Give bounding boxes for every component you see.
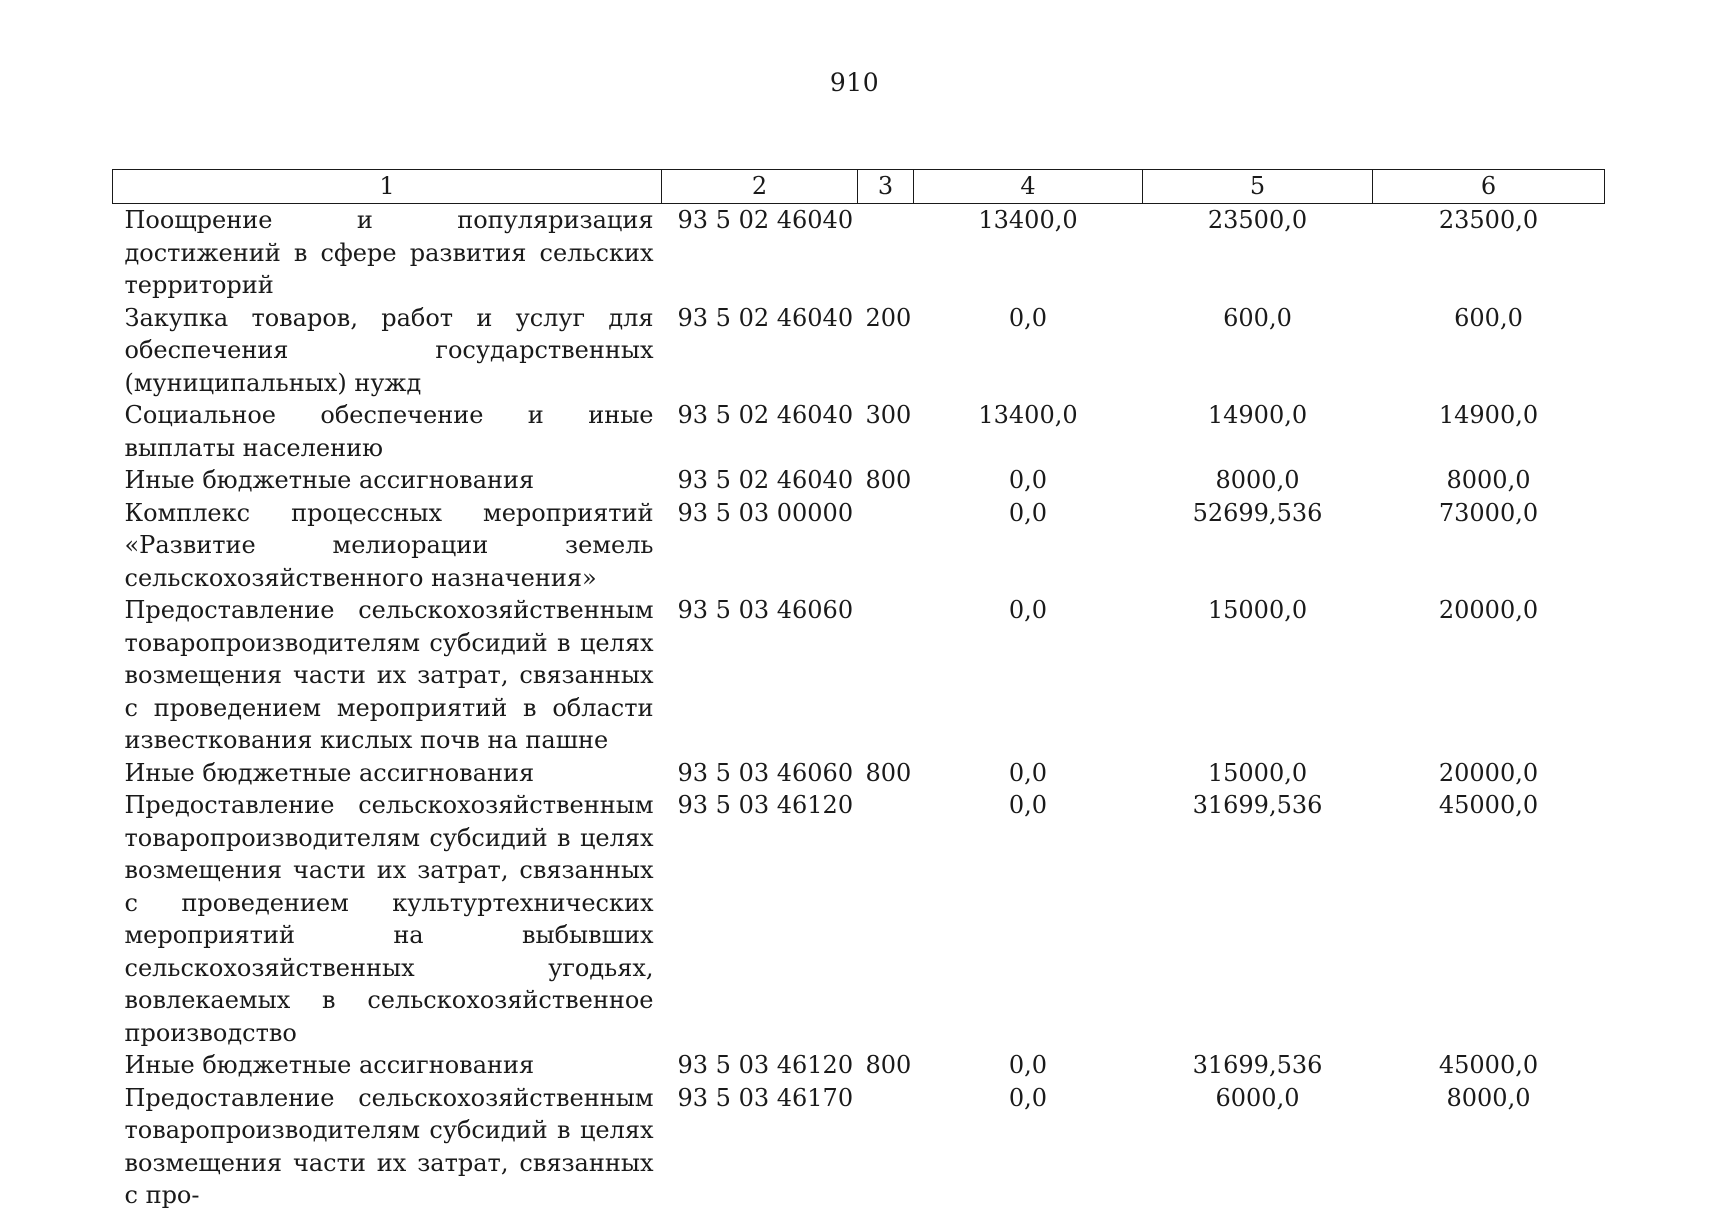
row-expense-type [858,594,914,757]
row-value-4: 0,0 [1008,466,1048,494]
row-value-5: 600,0 [1223,303,1292,332]
row-name: Предоставление сельскохозяйственным товаропроизводителям субсидий в целях возмещения части их затрат, связанных с проведением культуртехнических мероприятий на выбывших сельскохозяйственных угодьях, вовлекаемых в сельскохозяйственное производство [124,791,654,1047]
row-value-4: 13400,0 [978,401,1078,429]
row-expense-type: 200 [865,303,912,332]
row-target-code: 93 5 03 46060 [677,596,854,624]
table-row [113,789,1605,1049]
row-value-5: 15000,0 [1207,758,1308,787]
row-value-4: 0,0 [1008,596,1048,624]
row-target-code: 93 5 03 46170 [677,1083,854,1112]
row-target-code: 93 5 02 46040 [677,303,854,332]
row-value-4: 0,0 [1008,791,1048,819]
table-row [113,302,1605,400]
column-header-4: 4 [914,170,1143,204]
row-target-code: 93 5 03 46120 [677,791,854,819]
row-value-6: 45000,0 [1438,791,1539,819]
row-name: Социальное обеспечение и иные выплаты населению [124,401,654,462]
row-value-5: 14900,0 [1207,401,1308,429]
table-body [113,204,1605,1212]
column-header-5: 5 [1143,170,1373,204]
row-name: Предоставление сельскохозяйственным товаропроизводителям субсидий в целях возмещения части их затрат, связанных с проведением мероприятий в области известкования кислых почв на пашне [124,596,654,754]
row-value-5: 6000,0 [1215,1083,1300,1112]
table-row [113,464,1605,497]
budget-table [112,169,1605,1212]
row-expense-type [858,789,914,1049]
row-target-code: 93 5 02 46040 [677,206,854,234]
table-row [113,594,1605,757]
row-value-6: 73000,0 [1438,498,1539,527]
header-row [113,170,1605,204]
row-value-6: 600,0 [1454,303,1523,332]
row-value-5: 31699,536 [1192,791,1323,819]
row-target-code: 93 5 02 46040 [677,401,854,429]
row-target-code: 93 5 02 46040 [677,466,854,494]
row-value-5: 52699,536 [1192,498,1323,527]
row-expense-type [858,497,914,595]
row-value-6: 45000,0 [1438,1051,1539,1079]
table-row [113,497,1605,595]
table-row [113,1082,1605,1212]
row-expense-type: 800 [865,758,912,787]
row-name: Поощрение и популяризация достижений в сфере развития сельских территорий [124,206,654,299]
row-value-4: 0,0 [1008,498,1048,527]
column-header-3: 3 [858,170,914,204]
row-value-4: 0,0 [1008,303,1048,332]
row-target-code: 93 5 03 46060 [677,758,854,787]
row-name: Комплекс процессных мероприятий «Развитие мелиорации земель сельскохозяйственного назначения» [124,498,654,592]
row-value-4: 13400,0 [978,206,1078,234]
row-expense-type [858,204,914,302]
row-name: Иные бюджетные ассигнования [124,1051,535,1079]
row-value-6: 8000,0 [1446,466,1531,494]
page-number: 910 [829,68,880,97]
table-row [113,757,1605,790]
row-value-6: 20000,0 [1438,596,1539,624]
row-expense-type: 300 [865,401,912,429]
row-expense-type [858,1082,914,1212]
row-expense-type: 800 [865,1051,912,1079]
row-value-5: 31699,536 [1192,1051,1323,1079]
row-target-code: 93 5 03 00000 [677,498,854,527]
row-name: Предоставление сельскохозяйственным товаропроизводителям субсидий в целях возмещения части их затрат, связанных с про- [124,1083,654,1209]
row-value-4: 0,0 [1008,758,1048,787]
column-header-2: 2 [662,170,858,204]
table-row [113,204,1605,302]
row-value-5: 15000,0 [1207,596,1308,624]
row-name: Закупка товаров, работ и услуг для обеспечения государственных (муниципальных) нужд [124,303,654,397]
column-header-6: 6 [1373,170,1605,204]
table-row [113,1049,1605,1082]
row-value-5: 23500,0 [1207,206,1308,234]
row-value-4: 0,0 [1008,1051,1048,1079]
row-value-6: 8000,0 [1446,1083,1531,1112]
row-expense-type: 800 [865,466,912,494]
row-target-code: 93 5 03 46120 [677,1051,854,1079]
row-name: Иные бюджетные ассигнования [124,758,535,787]
row-value-6: 23500,0 [1438,206,1539,234]
row-value-4: 0,0 [1008,1083,1048,1112]
row-value-6: 14900,0 [1438,401,1539,429]
table-header [113,170,1605,204]
row-name: Иные бюджетные ассигнования [124,466,535,494]
row-value-6: 20000,0 [1438,758,1539,787]
table-row [113,399,1605,464]
column-header-1: 1 [113,170,662,204]
row-value-5: 8000,0 [1215,466,1300,494]
